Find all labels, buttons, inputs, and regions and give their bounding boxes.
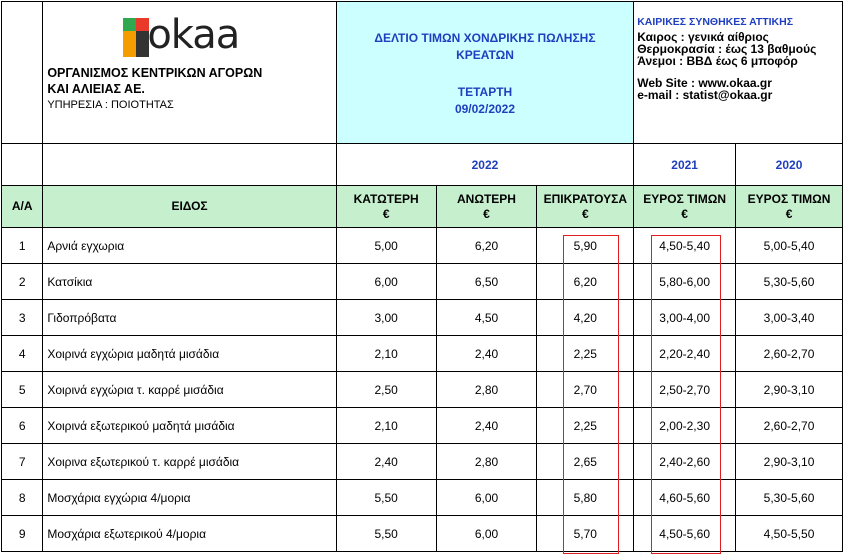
row-low: 3,00 xyxy=(336,300,436,336)
row-range-2020: 2,90-3,10 xyxy=(736,444,843,480)
table-row xyxy=(2,336,843,372)
col-header-kind: ΕΙΔΟΣ xyxy=(43,186,336,228)
row-range-2020: 2,90-3,10 xyxy=(736,372,843,408)
okaa-logo xyxy=(83,12,283,63)
row-high: 2,80 xyxy=(436,444,537,480)
bulletin-date: ΤΕΤΑΡΤΗ 09/02/2022 xyxy=(454,84,516,116)
row-kind: Χοιρινα εξωτερικού τ. καρρέ μισάδια xyxy=(43,444,336,480)
row-range-2021: 4,50-5,60 xyxy=(634,516,736,552)
table-row xyxy=(2,372,843,408)
row-high: 2,80 xyxy=(436,372,537,408)
col-header-low: ΚΑΤΩΤΕΡΗ € xyxy=(336,186,436,228)
row-aa: 5 xyxy=(2,372,43,408)
row-aa: 9 xyxy=(2,516,43,552)
service-label: ΥΠΗΡΕΣΙΑ : ΠΟΙΟΤΗΤΑΣ xyxy=(47,99,174,111)
row-kind: Μοσχάρια εγχώρια 4/μορια xyxy=(43,480,336,516)
row-range-2020: 5,00-5,40 xyxy=(736,228,843,264)
column-header-row xyxy=(2,186,843,228)
row-range-2021: 2,00-2,30 xyxy=(634,408,736,444)
row-aa: 8 xyxy=(2,480,43,516)
table-row xyxy=(2,300,843,336)
row-kind: Αρνιά εγχωρια xyxy=(43,228,336,264)
row-high: 2,40 xyxy=(436,408,537,444)
row-aa: 3 xyxy=(2,300,43,336)
table-row xyxy=(2,516,843,552)
row-kind: Μοσχάρια εξωτερικού 4/μορια xyxy=(43,516,336,552)
logo-wordmark: okaa xyxy=(147,12,240,58)
row-kind: Χοιρινά εγχώρια μαδητά μισάδια xyxy=(43,336,336,372)
weather-temperature: Θερμοκρασία : έως 13 βαθμούς xyxy=(637,42,817,56)
row-prevailing: 6,20 xyxy=(537,264,634,300)
table-row xyxy=(2,444,843,480)
price-table xyxy=(1,1,843,552)
table-row xyxy=(2,480,843,516)
row-aa: 6 xyxy=(2,408,43,444)
row-kind: Χοιρινά εξωτερικού μαδητά μισάδια xyxy=(43,408,336,444)
row-range-2020: 5,30-5,60 xyxy=(736,264,843,300)
row-range-2021: 2,40-2,60 xyxy=(634,444,736,480)
row-range-2020: 2,60-2,70 xyxy=(736,336,843,372)
row-high: 4,50 xyxy=(436,300,537,336)
row-prevailing: 2,65 xyxy=(537,444,634,480)
row-range-2021: 2,20-2,40 xyxy=(634,336,736,372)
row-low: 2,40 xyxy=(336,444,436,480)
table-row xyxy=(2,264,843,300)
row-low: 5,50 xyxy=(336,480,436,516)
col-header-high: ΑΝΩΤΕΡΗ € xyxy=(436,186,537,228)
logo-orange-block xyxy=(123,31,136,57)
row-prevailing: 2,25 xyxy=(537,408,634,444)
table-row xyxy=(2,408,843,444)
row-range-2021: 5,80-6,00 xyxy=(634,264,736,300)
weather-title: ΚΑΙΡΙΚΕΣ ΣΥΝΘΗΚΕΣ ΑΤΤΙΚΗΣ xyxy=(637,16,794,28)
weather-condition: Καιρος : γενικά αίθριος xyxy=(637,30,769,44)
year-2020: 2020 xyxy=(736,144,843,186)
row-aa: 1 xyxy=(2,228,43,264)
row-range-2021: 4,50-5,40 xyxy=(634,228,736,264)
row-range-2020: 4,50-5,50 xyxy=(736,516,843,552)
row-range-2021: 4,60-5,60 xyxy=(634,480,736,516)
col-header-aa: Α/Α xyxy=(2,186,43,228)
row-low: 5,00 xyxy=(336,228,436,264)
row-prevailing: 5,80 xyxy=(537,480,634,516)
organization-cell xyxy=(43,2,336,144)
blank-corner-cell xyxy=(2,2,43,144)
row-range-2020: 3,00-3,40 xyxy=(736,300,843,336)
email-link[interactable]: e-mail : statist@okaa.gr xyxy=(637,88,773,102)
row-range-2020: 5,30-5,60 xyxy=(736,480,843,516)
row-low: 2,50 xyxy=(336,372,436,408)
row-prevailing: 5,70 xyxy=(537,516,634,552)
header-row xyxy=(2,2,843,144)
col-header-prevailing: ΕΠΙΚΡΑΤΟΥΣΑ € xyxy=(537,186,634,228)
year-2022: 2022 xyxy=(336,144,633,186)
row-prevailing: 4,20 xyxy=(537,300,634,336)
row-high: 6,50 xyxy=(436,264,537,300)
weather-wind: Άνεμοι : ΒΒΔ έως 6 μποφόρ xyxy=(637,54,798,68)
year-2021: 2021 xyxy=(634,144,736,186)
row-aa: 2 xyxy=(2,264,43,300)
row-low: 2,10 xyxy=(336,336,436,372)
row-aa: 4 xyxy=(2,336,43,372)
row-aa: 7 xyxy=(2,444,43,480)
price-rows xyxy=(2,228,843,552)
row-range-2020: 2,60-2,70 xyxy=(736,408,843,444)
col-header-range-2021: ΕΥΡΟΣ ΤΙΜΩΝ € xyxy=(634,186,736,228)
year-row xyxy=(2,144,843,186)
bulletin-title: ΔΕΛΤΙΟ ΤΙΜΩΝ ΧΟΝΔΡΙΚΗΣ ΠΩΛΗΣΗΣ ΚΡΕΑΤΩΝ xyxy=(374,30,596,62)
row-low: 6,00 xyxy=(336,264,436,300)
row-high: 6,00 xyxy=(436,516,537,552)
row-range-2021: 3,00-4,00 xyxy=(634,300,736,336)
weather-cell xyxy=(634,2,843,144)
row-kind: Κατσίκια xyxy=(43,264,336,300)
row-range-2021: 2,50-2,70 xyxy=(634,372,736,408)
row-high: 2,40 xyxy=(436,336,537,372)
row-kind: Χοιρινά εγχώρια τ. καρρέ μισάδια xyxy=(43,372,336,408)
table-row xyxy=(2,228,843,264)
bulletin-title-cell xyxy=(336,2,633,144)
row-low: 2,10 xyxy=(336,408,436,444)
row-high: 6,20 xyxy=(436,228,537,264)
website-link[interactable]: Web Site : www.okaa.gr xyxy=(637,76,772,90)
row-prevailing: 5,90 xyxy=(537,228,634,264)
row-prevailing: 2,70 xyxy=(537,372,634,408)
col-header-range-2020: ΕΥΡΟΣ ΤΙΜΩΝ € xyxy=(736,186,843,228)
row-kind: Γιδοπρόβατα xyxy=(43,300,336,336)
row-prevailing: 2,25 xyxy=(537,336,634,372)
organization-name: ΟΡΓΑΝΙΣΜΟΣ ΚΕΝΤΡΙΚΩΝ ΑΓΟΡΩΝ ΚΑΙ ΑΛΙΕΙΑΣ ΑΕ. xyxy=(47,66,263,96)
row-low: 5,50 xyxy=(336,516,436,552)
row-high: 6,00 xyxy=(436,480,537,516)
logo-green-square xyxy=(123,18,136,31)
